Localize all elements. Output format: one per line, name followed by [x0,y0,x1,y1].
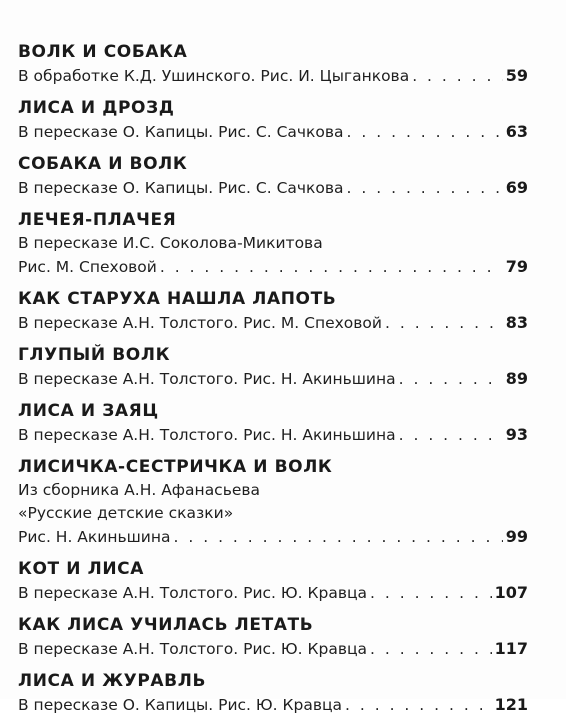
credit-text: «Русские детские сказки» [18,504,234,522]
page-number: 99 [505,527,528,546]
toc-entry [18,399,528,447]
credit-line [18,525,528,549]
dot-leader [174,526,503,549]
toc-entry [18,40,528,88]
dot-leader [370,582,492,605]
toc-entry [18,557,528,605]
credit-text: Рис. М. Спеховой [18,258,157,276]
toc-entry [18,96,528,144]
credit-line [18,423,528,447]
story-title: КАК ЛИСА УЧИЛАСЬ ЛЕТАТЬ [18,615,314,635]
story-title: ВОЛК И СОБАКА [18,42,188,62]
dot-leader [412,65,503,88]
page-number: 63 [505,122,528,141]
page-number: 93 [505,425,528,444]
credit-text: Рис. Н. Акиньшина [18,528,171,546]
story-title: СОБАКА И ВОЛК [18,154,188,174]
story-title: ЛИСА И ДРОЗД [18,98,175,118]
dot-leader [370,638,492,661]
credit-text: В пересказе А.Н. Толстого. Рис. М. Спеховой [18,314,382,332]
dot-leader [399,368,503,391]
credit-text: В пересказе О. Капицы. Рис. С. Сачкова [18,179,344,197]
toc-entry [18,152,528,200]
story-title: КАК СТАРУХА НАШЛА ЛАПОТЬ [18,289,337,309]
dot-leader [345,694,492,717]
toc-entry [18,613,528,661]
credit-text: В пересказе А.Н. Толстого. Рис. Ю. Кравца [18,640,368,658]
dot-leader [160,256,503,279]
story-title: ЛИСА И ЗАЯЦ [18,401,159,421]
dot-leader [385,312,503,335]
page-number: 83 [505,313,528,332]
table-of-contents [18,40,528,725]
credit-text: В пересказе А.Н. Толстого. Рис. Н. Акиньшина [18,426,396,444]
story-title: ЛИСИЧКА-СЕСТРИЧКА И ВОЛК [18,457,333,477]
toc-entry [18,287,528,335]
credit-line [18,120,528,144]
credit-text: В обработке К.Д. Ушинского. Рис. И. Цыганкова [18,67,410,85]
page-number: 117 [494,639,528,658]
toc-entry [18,455,528,549]
credit-line [18,581,528,605]
credit-line [18,367,528,391]
dot-leader [347,121,503,144]
credit-line [18,637,528,661]
page-number: 121 [494,695,528,714]
toc-entry [18,343,528,391]
story-title: КОТ И ЛИСА [18,559,144,579]
dot-leader [347,177,503,200]
credit-text: В пересказе О. Капицы. Рис. С. Сачкова [18,123,344,141]
credit-text: В пересказе О. Капицы. Рис. Ю. Кравца [18,696,343,714]
credit-text: В пересказе И.С. Соколова-Микитова [18,234,323,252]
page-number: 79 [505,257,528,276]
credit-text: Из сборника А.Н. Афанасьева [18,481,261,499]
credit-text: В пересказе А.Н. Толстого. Рис. Н. Акиньшина [18,370,396,388]
story-title: ГЛУПЫЙ ВОЛК [18,345,171,365]
toc-entry [18,208,528,279]
credit-text: В пересказе А.Н. Толстого. Рис. Ю. Кравца [18,584,368,602]
toc-entry [18,669,528,717]
credit-line [18,176,528,200]
credit-line [18,311,528,335]
page-number: 59 [505,66,528,85]
page-number: 89 [505,369,528,388]
story-title: ЛИСА И ЖУРАВЛЬ [18,671,207,691]
page-number: 107 [494,583,528,602]
credit-line [18,255,528,279]
story-title: ЛЕЧЕЯ-ПЛАЧЕЯ [18,210,177,230]
page-number: 69 [505,178,528,197]
credit-line [18,64,528,88]
credit-line [18,693,528,717]
dot-leader [399,424,503,447]
